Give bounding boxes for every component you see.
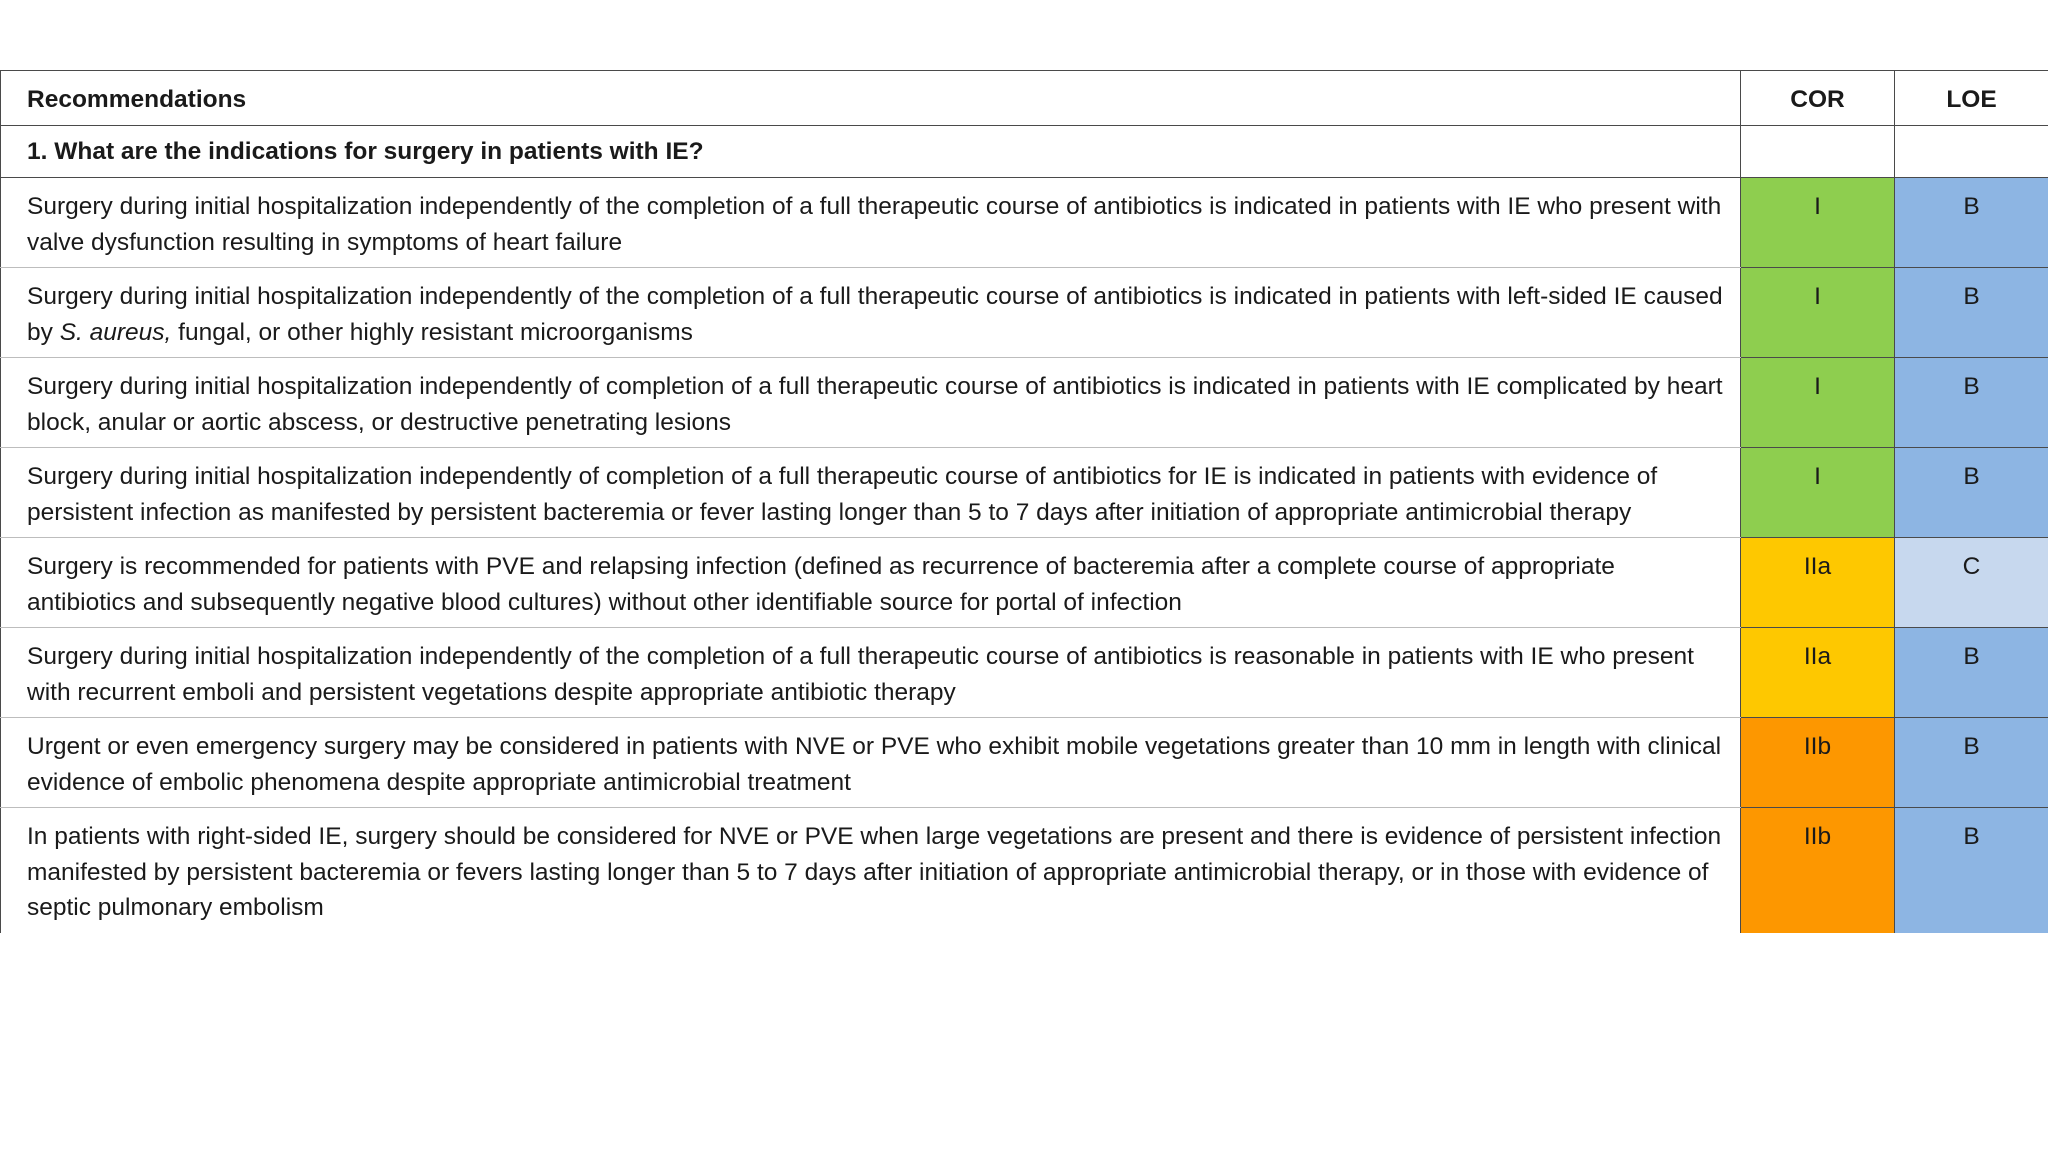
header-recommendations: Recommendations bbox=[1, 71, 1741, 126]
header-cor: COR bbox=[1741, 71, 1895, 126]
loe-cell: C bbox=[1895, 538, 2048, 628]
recommendation-text bbox=[1, 538, 1741, 628]
recommendation-text bbox=[1, 358, 1741, 448]
recommendation-text bbox=[1, 178, 1741, 268]
recommendation-text-part: fungal, or other highly resistant microorganisms bbox=[171, 318, 693, 346]
cor-cell: I bbox=[1741, 268, 1895, 358]
organism-name: S. aureus, bbox=[59, 318, 172, 346]
cor-cell: IIa bbox=[1741, 538, 1895, 628]
loe-cell: B bbox=[1895, 268, 2048, 358]
cor-cell: IIb bbox=[1741, 808, 1895, 933]
header-loe: LOE bbox=[1895, 71, 2048, 126]
recommendation-text bbox=[1, 448, 1741, 538]
recommendation-text-part: Surgery during initial hospitalization independently of the completion of a full therapeutic course of antibiotics is reasonable in patients with IE who present with recurrent emboli and persistent vegetations despite appropriate antibiotic therapy bbox=[27, 643, 1694, 706]
recommendation-row bbox=[1, 448, 2048, 538]
loe-cell: B bbox=[1895, 178, 2048, 268]
recommendation-row bbox=[1, 178, 2048, 268]
cor-cell: IIb bbox=[1741, 718, 1895, 808]
question-loe-cell bbox=[1895, 125, 2048, 178]
cor-cell: I bbox=[1741, 178, 1895, 268]
loe-cell: B bbox=[1895, 358, 2048, 448]
recommendation-row bbox=[1, 268, 2048, 358]
recommendation-text bbox=[1, 718, 1741, 808]
recommendation-text-part: Surgery during initial hospitalization independently of completion of a full therapeutic course of antibiotics for IE is indicated in patients with evidence of persistent infection as manifested by persistent bacteremia or fever lasting longer than 5 to 7 days after initiation of appropriate antimicrobial therapy bbox=[27, 463, 1658, 526]
loe-cell: B bbox=[1895, 448, 2048, 538]
recommendation-row bbox=[1, 358, 2048, 448]
recommendation-text-part: Surgery is recommended for patients with PVE and relapsing infection (defined as recurrence of bacteremia after a complete course of appropriate antibiotics and subsequently negative blood cultures) without other identifiable source for portal of infection bbox=[27, 553, 1615, 616]
recommendation-text-part: Surgery during initial hospitalization independently of the completion of a full therapeutic course of antibiotics is indicated in patients with IE who present with valve dysfunction resulting in symptoms of heart failure bbox=[27, 193, 1722, 256]
recommendation-text-part: Urgent or even emergency surgery may be considered in patients with NVE or PVE who exhibit mobile vegetations greater than 10 mm in length with clinical evidence of embolic phenomena despite appropriate antimicrobial treatment bbox=[27, 733, 1722, 796]
recommendation-text bbox=[1, 808, 1741, 933]
question-cor-cell bbox=[1741, 125, 1895, 178]
loe-cell: B bbox=[1895, 628, 2048, 718]
recommendation-text-part: Surgery during initial hospitalization independently of the completion of a full therapeutic course of antibiotics is indicated in patients with left-sided IE caused by bbox=[27, 283, 1723, 346]
loe-cell: B bbox=[1895, 718, 2048, 808]
loe-cell: B bbox=[1895, 808, 2048, 933]
question-text: 1. What are the indications for surgery in patients with IE? bbox=[1, 125, 1741, 178]
header-row bbox=[1, 71, 2048, 126]
recommendation-text-part: Surgery during initial hospitalization independently of completion of a full therapeutic course of antibiotics is indicated in patients with IE complicated by heart block, anular or aortic abscess, or destructive penetrating lesions bbox=[27, 373, 1723, 436]
recommendation-row bbox=[1, 718, 2048, 808]
cor-cell: I bbox=[1741, 358, 1895, 448]
recommendation-row bbox=[1, 538, 2048, 628]
recommendation-row bbox=[1, 808, 2048, 933]
cor-cell: IIa bbox=[1741, 628, 1895, 718]
recommendation-text bbox=[1, 628, 1741, 718]
recommendation-row bbox=[1, 628, 2048, 718]
recommendation-text-part: In patients with right-sided IE, surgery should be considered for NVE or PVE when large vegetations are present and there is evidence of persistent infection manifested by persistent bacteremia or fevers lasting longer than 5 to 7 days after initiation of appropriate antimicrobial therapy, or in those with evidence of septic pulmonary embolism bbox=[27, 823, 1722, 921]
recommendation-text bbox=[1, 268, 1741, 358]
recommendations-table bbox=[0, 70, 2048, 933]
cor-cell: I bbox=[1741, 448, 1895, 538]
question-row bbox=[1, 125, 2048, 178]
